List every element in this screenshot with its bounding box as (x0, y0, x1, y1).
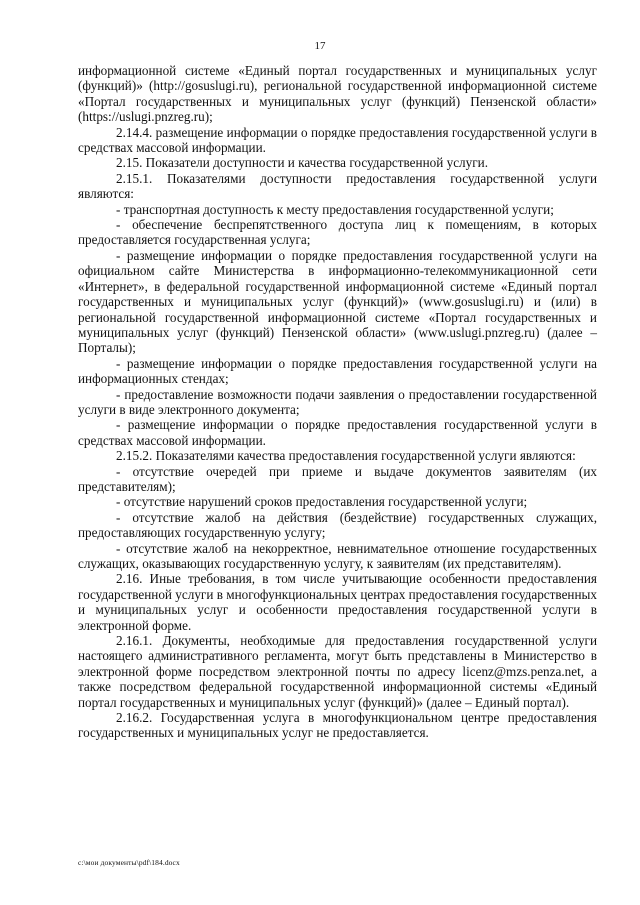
section-heading: 2.16. Иные требования, в том числе учитывающие особенности предоставления государственной услуги в многофункциональных центрах предоставления государственных и муниципальных услуг и особенности предоставления государственной услуги в электронной форме. (78, 571, 597, 633)
page-number: 17 (314, 40, 326, 52)
list-item: - отсутствие очередей при приеме и выдаче документов заявителям (их представителям); (78, 463, 597, 494)
list-item: - отсутствие жалоб на действия (бездействие) государственных служащих, предоставляющих государственную услугу; (78, 509, 597, 541)
paragraph: 2.16.2. Государственная услуга в многофункциональном центре предоставления государственных и муниципальных услуг не предоставляется. (78, 710, 597, 741)
paragraph: 2.14.4. размещение информации о порядке предоставления государственной услуги в средствах массовой информации. (78, 124, 597, 156)
paragraph: 2.15.1. Показателями доступности предоставления государственной услуги являются: (78, 170, 597, 202)
section-heading: 2.15. Показатели доступности и качества государственной услуги. (116, 155, 488, 171)
list-item: - отсутствие жалоб на некорректное, невнимательное отношение государственных служащих, оказывающих государственную услугу, к заявителям (их представителям). (78, 540, 597, 571)
list-item: - обеспечение беспрепятственного доступа лиц к помещениям, в которых предоставляется государственная услуга; (78, 217, 597, 248)
document-body (78, 63, 597, 741)
footer-file-path: c:\мои документы\pdf\184.docx (78, 858, 180, 867)
list-item: - транспортная доступность к месту предоставления государственной услуги; (116, 201, 554, 217)
paragraph: 2.15.2. Показателями качества предоставления государственной услуги являются: (116, 448, 576, 464)
list-item: - размещение информации о порядке предоставления государственной услуги на информационных стендах; (78, 355, 597, 387)
list-item: - размещение информации о порядке предоставления государственной услуги в средствах массовой информации. (78, 417, 597, 448)
paragraph: 2.16.1. Документы, необходимые для предоставления государственной услуги настоящего административного регламента, могут быть представлены в Министерство в электронной форме посредством электронной почты по адресу licenz@mzs.penza.net, а также посредством федеральной государственной информационной системы «Единый портал государственных и муниципальных услуг (функций)» (далее – Единый портал). (78, 633, 597, 710)
paragraph: информационной системе «Единый портал государственных и муниципальных услуг (функций)» (http://gosuslugi.ru), региональной государственной информационной системе «Портал государственных и муниципальных услуг (функций) Пензенской области» (https://uslugi.pnzreg.ru); (78, 63, 597, 125)
list-item: - отсутствие нарушений сроков предоставления государственной услуги; (116, 494, 528, 510)
list-item: - размещение информации о порядке предоставления государственной услуги на официальном сайте Министерства в информационно-телекоммуникационной сети «Интернет», в федеральной государственной информационной системе «Единый портал государственных и муниципальных услуг (функций)» (www.gosuslugi.ru) и (или) в региональной государственной информационной системе «Портал государственных и муниципальных услуг (функций) Пензенской области» (www.uslugi.pnzreg.ru) (далее – Порталы); (78, 247, 597, 356)
list-item: - предоставление возможности подачи заявления о предоставлении государственной услуги в виде электронного документа; (78, 386, 597, 417)
